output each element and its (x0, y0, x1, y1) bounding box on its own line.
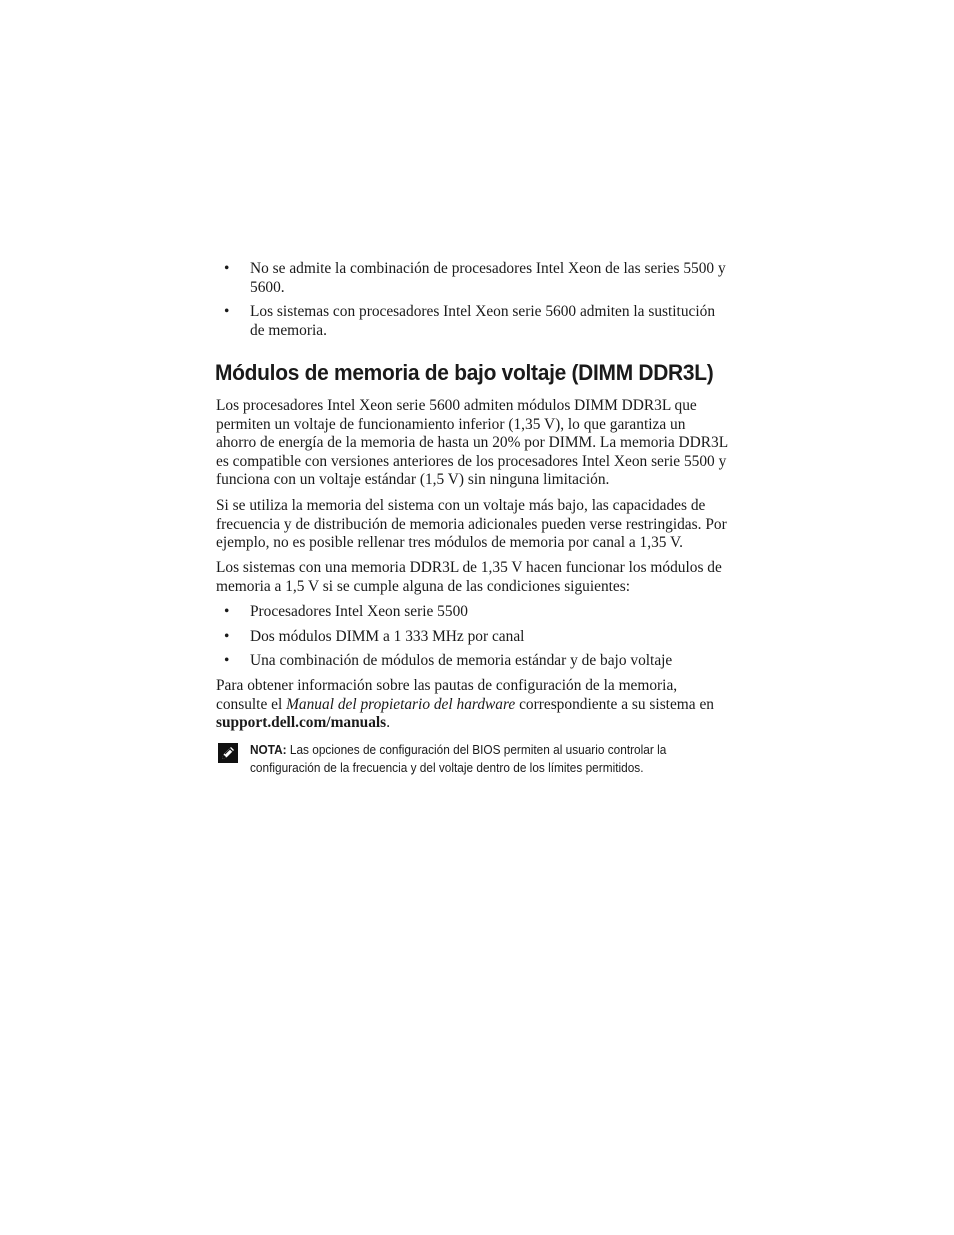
paragraph-end: . (386, 714, 391, 732)
paragraph: Si se utiliza la memoria del sistema con un voltaje más bajo, las capacidades de frecuencia y de distribución de memoria adicionales pueden verse restringidas. Por ejemplo, no es posible rellenar tres módulos de memoria por canal a 1,35 V. (216, 497, 727, 552)
bullet-icon: • (224, 303, 230, 321)
list-item-text: No se admite la combinación de procesadores Intel Xeon de las series 5500 y 5600. (250, 260, 726, 296)
bullet-icon: • (224, 627, 230, 645)
list-item (216, 303, 736, 340)
bullet-icon: • (224, 652, 230, 670)
paragraph (216, 677, 716, 733)
paragraph-text: Para obtener información sobre las pautas de configuración de la memoria, consulte el (216, 677, 678, 713)
top-bullet-list (216, 260, 736, 340)
note-text (250, 741, 692, 777)
paragraph-block-1 (216, 397, 731, 490)
paragraph-block-3 (216, 559, 731, 596)
list-item-text: Dos módulos DIMM a 1 333 MHz por canal (250, 627, 525, 645)
list-item (216, 603, 736, 622)
list-item (216, 628, 736, 647)
pencil-note-icon (218, 743, 238, 763)
paragraph-block-2 (216, 497, 731, 553)
note-label: NOTA: (250, 743, 287, 757)
list-item (216, 260, 736, 297)
paragraph-block-4 (216, 677, 731, 733)
paragraph-text: correspondiente a su sistema en (515, 695, 714, 713)
support-link[interactable]: support.dell.com/manuals (216, 714, 387, 732)
manual-title: Manual del propietario del hardware (286, 695, 516, 713)
list-item (216, 652, 736, 671)
bullet-icon: • (224, 603, 230, 620)
list-item-text: Procesadores Intel Xeon serie 5500 (250, 603, 468, 620)
list-item-text: Una combinación de módulos de memoria estándar y de bajo voltaje (250, 652, 673, 670)
condition-bullet-list (216, 603, 736, 671)
paragraph: Los sistemas con una memoria DDR3L de 1,35 V hacen funcionar los módulos de memoria a 1,5 V si se cumple alguna de las condiciones siguientes: (216, 559, 722, 595)
bullet-icon: • (224, 260, 230, 277)
note-body: Las opciones de configuración del BIOS permiten al usuario controlar la configuración de la frecuencia y del voltaje dentro de los límites permitidos. (250, 743, 667, 775)
list-item-text: Los sistemas con procesadores Intel Xeon serie 5600 admiten la sustitución de memoria. (250, 303, 716, 339)
paragraph: Los procesadores Intel Xeon serie 5600 admiten módulos DIMM DDR3L que permiten un voltaje de funcionamiento inferior (1,35 V), lo que garantiza un ahorro de energía de la memoria de hasta un 20% por DIMM. La memoria DDR3L es compatible con versiones anteriores de los procesadores Intel Xeon serie 5500 y funciona con un voltaje estándar (1,5 V) sin ninguna limitación. (216, 397, 728, 489)
section-heading: Módulos de memoria de bajo voltaje (DIMM DDR3L) (215, 360, 714, 385)
